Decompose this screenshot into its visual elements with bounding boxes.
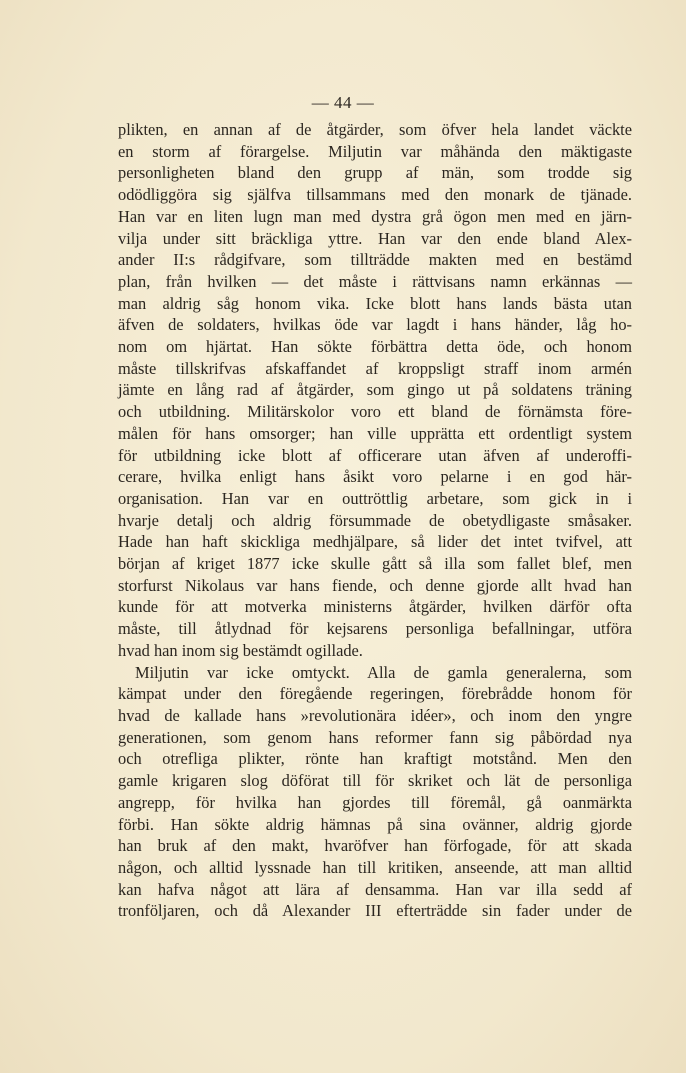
- text-line: kan hafva något att lära af densamma. Han var illa sedd af: [118, 879, 632, 899]
- text-line: någon, och alltid lyssnade han till kritiken, anseende, att man alltid: [118, 857, 632, 877]
- text-line: plikten, en annan af de åtgärder, som öfver hela landet väckte: [118, 120, 632, 139]
- text-line: måste tillskrifvas afskaffandet af kroppsligt straff inom armén: [118, 358, 632, 378]
- text-line: jämte en lång rad af åtgärder, som gingo ut på soldatens träning: [118, 380, 632, 400]
- text-line: måste, till åtlydnad för kejsarens personliga befallningar, utföra: [118, 619, 632, 639]
- text-line: förbi. Han sökte aldrig hämnas på sina ovänner, aldrig gjorde: [118, 814, 632, 834]
- text-line: plan, från hvilken — det måste i rättvisans namn erkännas —: [118, 271, 632, 291]
- text-line: Miljutin var icke omtyckt. Alla de gamla generalerna, som: [135, 662, 632, 682]
- text-line: personligheten bland den grupp af män, som trodde sig: [118, 163, 632, 183]
- text-line: hvad han inom sig bestämdt ogillade.: [118, 640, 363, 660]
- text-line: målen för hans omsorger; han ville upprätta ett ordentligt system: [118, 423, 632, 443]
- text-line: kämpat under den föregående regeringen, förebrådde honom för: [118, 684, 632, 704]
- text-line: en storm af förargelse. Miljutin var måhända den mäktigaste: [118, 141, 632, 161]
- text-line: han bruk af den makt, hvaröfver han förfogade, för att skada: [118, 836, 632, 856]
- text-line: kunde för att motverka ministerns åtgärder, hvilken därför ofta: [118, 597, 632, 617]
- text-line: början af kriget 1877 icke skulle gått så illa som fallet blef, men: [118, 554, 632, 574]
- text-line: och utbildning. Militärskolor voro ett bland de förnämsta före-: [118, 402, 632, 422]
- text-line: Hade han haft skickliga medhjälpare, så lider det intet tvifvel, att: [118, 532, 632, 552]
- text-line: ander II:s rådgifvare, som tillträdde makten med en bestämd: [118, 250, 632, 270]
- paragraph-2: [118, 662, 632, 922]
- text-line: äfven de soldaters, hvilkas öde var lagdt i hans händer, låg ho-: [118, 315, 632, 335]
- text-line: för utbildning icke blott af officerare utan äfven af underoffi-: [118, 445, 632, 465]
- text-line: man aldrig såg honom vika. Icke blott hans lands bästa utan: [118, 293, 632, 313]
- text-line: generationen, som genom hans reformer fann sig påbördad nya: [118, 727, 632, 747]
- text-line: hvarje detalj och aldrig försummade de obetydligaste småsaker.: [118, 510, 632, 530]
- text-line: gamle krigaren slog döförat till för skriket och lät de personliga: [118, 771, 632, 791]
- page-number: — 44 —: [311, 93, 375, 112]
- text-line: nom om hjärtat. Han sökte förbättra detta öde, och honom: [118, 337, 632, 357]
- paragraph-1: [118, 119, 632, 662]
- text-line: Han var en liten lugn man med dystra grå ögon men med en järn-: [118, 206, 632, 226]
- text-line: cerare, hvilka enligt hans åsikt voro pelarne i en god här-: [118, 467, 632, 487]
- text-line: hvad de kallade hans »revolutionära idéer», och inom den yngre: [118, 705, 632, 725]
- text-line: organisation. Han var en outtröttlig arbetare, som gick in i: [118, 488, 632, 508]
- body-text: [118, 119, 632, 922]
- text-line: vilja under sitt bräckliga yttre. Han var den ende bland Alex-: [118, 228, 632, 248]
- text-line: storfurst Nikolaus var hans fiende, och denne gjorde allt hvad han: [118, 575, 632, 595]
- text-line: odödliggöra sig själfva tillsammans med den monark de tjänade.: [118, 185, 632, 205]
- text-line: angrepp, för hvilka han gjordes till föremål, gå oanmärkta: [118, 792, 632, 812]
- text-line: tronföljaren, och då Alexander III efterträdde sin fader under de: [118, 901, 632, 921]
- text-line: och otrefliga plikter, rönte han kraftigt motstånd. Men den: [118, 749, 632, 769]
